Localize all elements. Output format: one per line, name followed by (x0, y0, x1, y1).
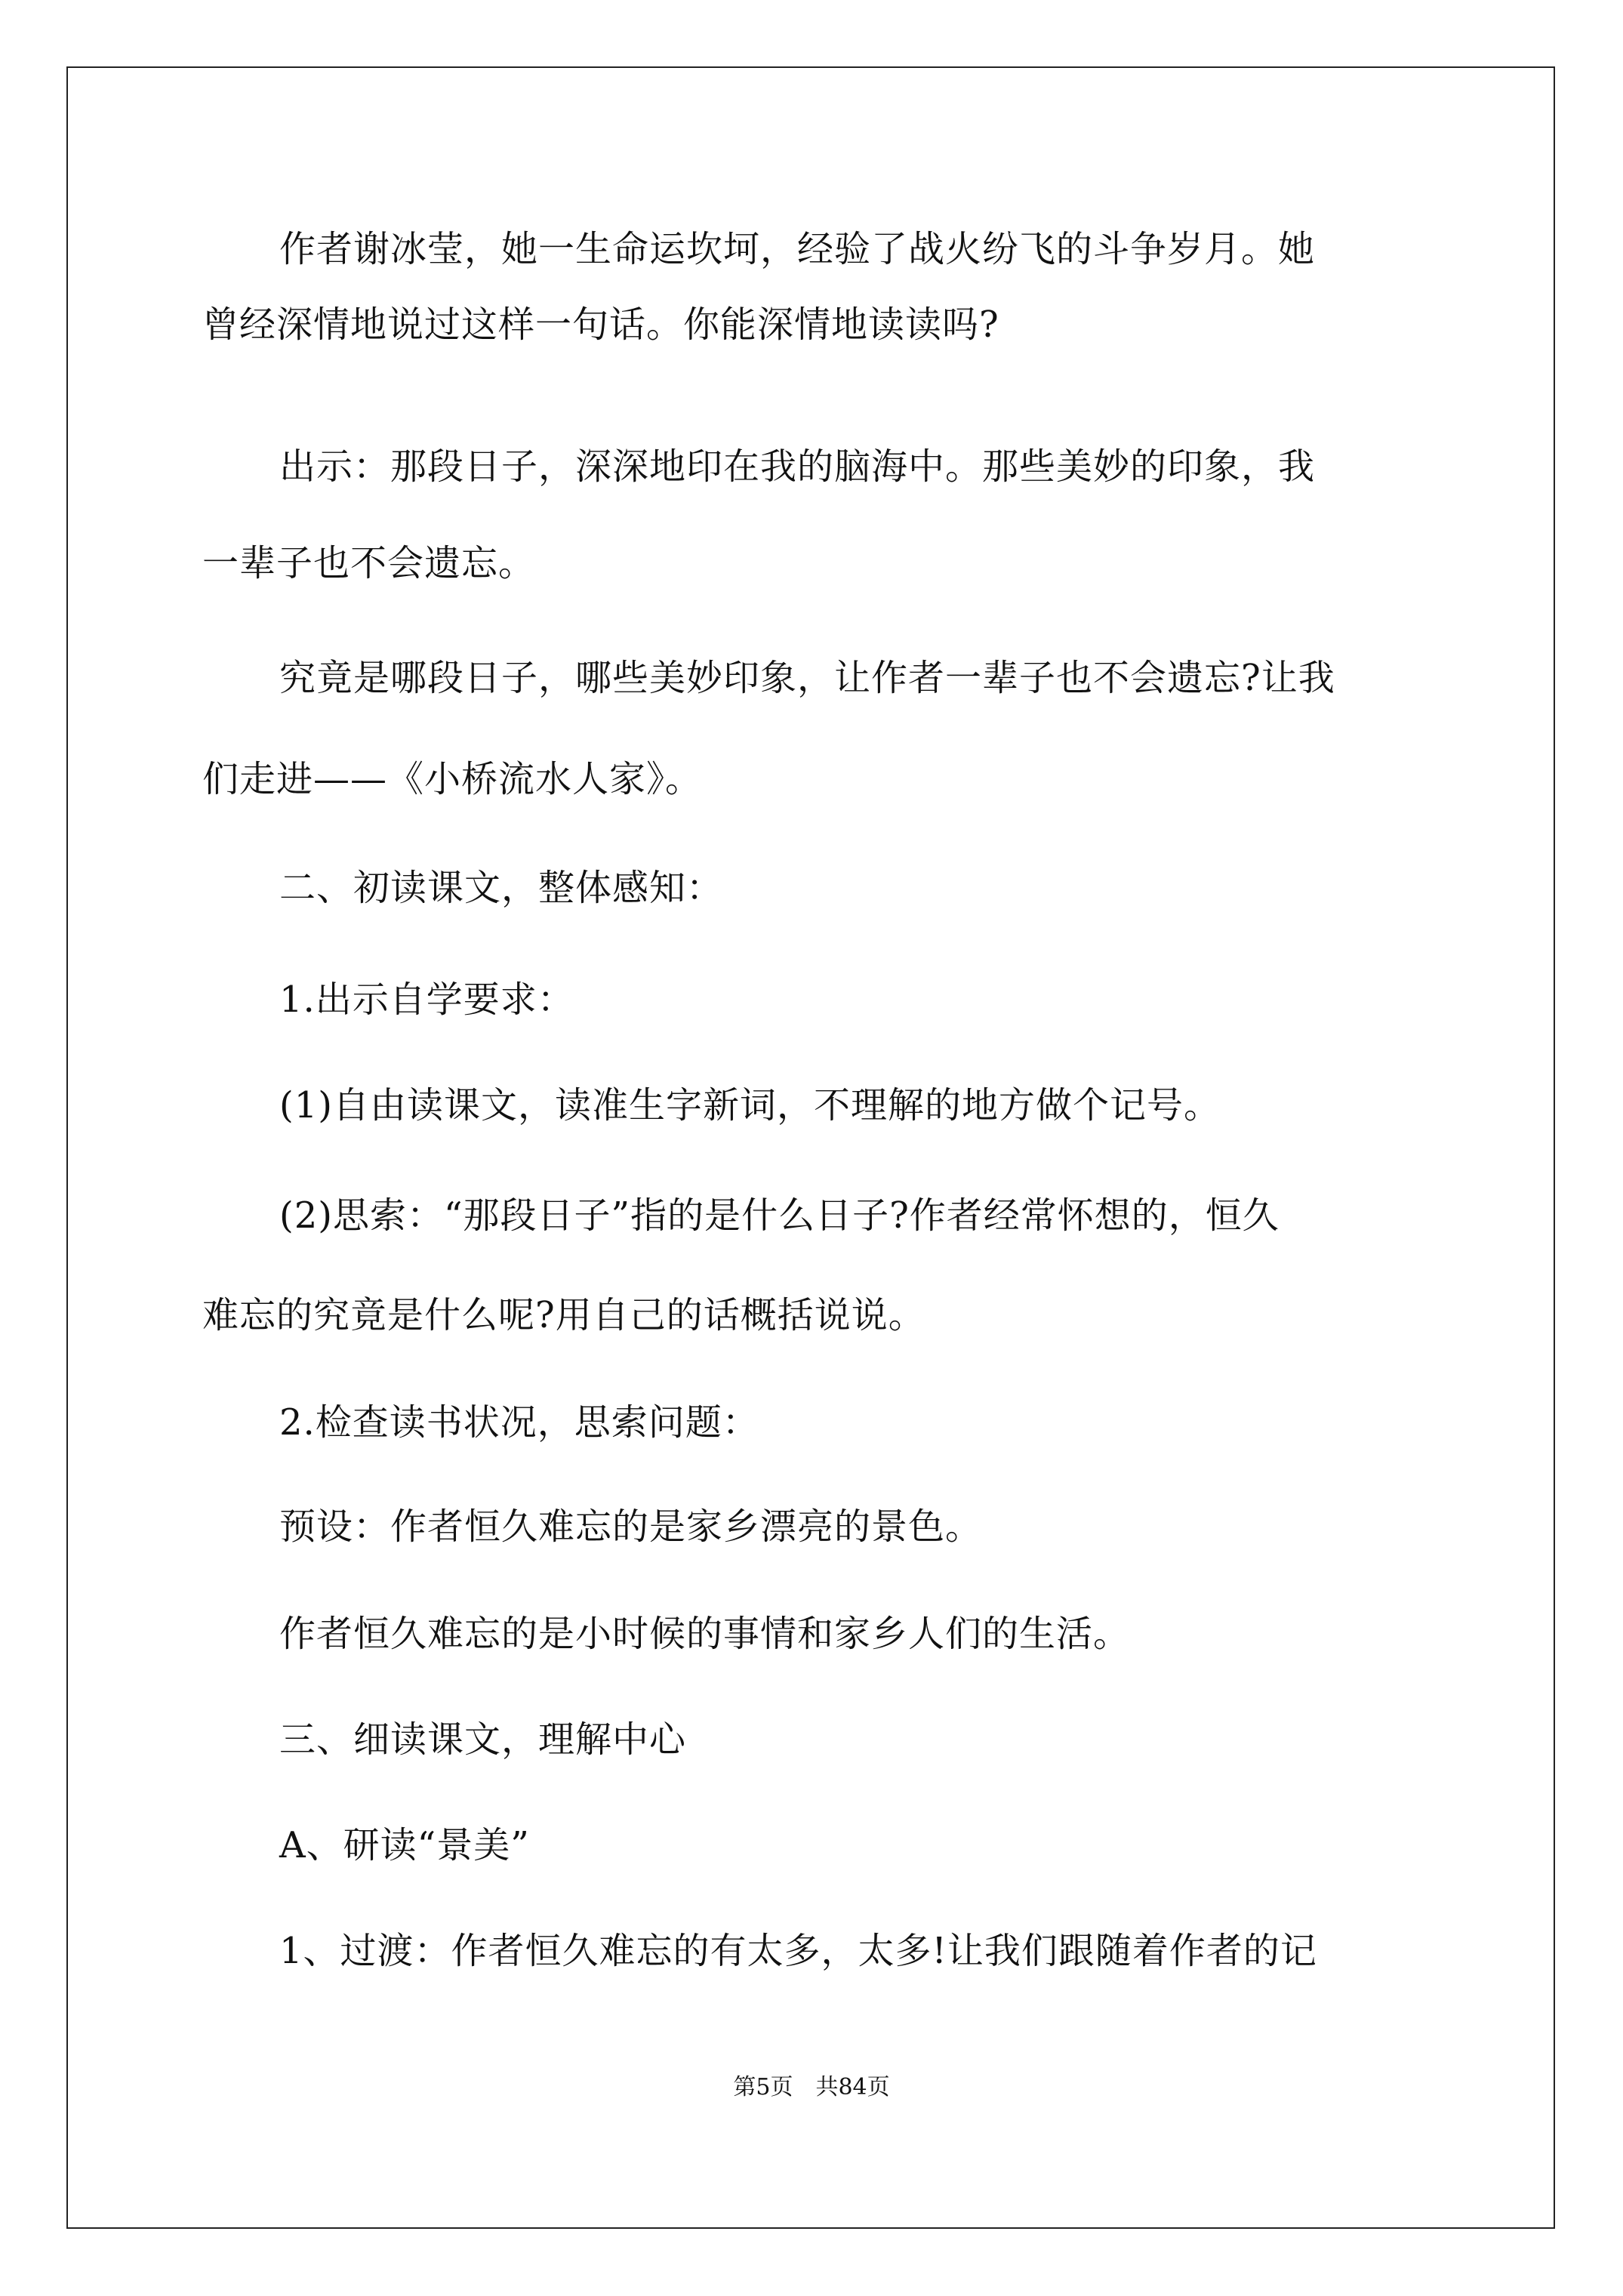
paragraph-line: 2.检查读书状况，思索问题： (279, 1401, 759, 1444)
page-number: 第5页 (733, 2074, 793, 2100)
paragraph-line: (1)自由读课文，读准生字新词，不理解的地方做个记号。 (279, 1084, 1221, 1126)
page-total: 共84页 (815, 2074, 890, 2100)
paragraph-line: 作者谢冰莹，她一生命运坎坷，经验了战火纷飞的斗争岁月。她 (279, 228, 1316, 270)
paragraph-line: 们走进——《小桥流水人家》。 (202, 758, 703, 800)
paragraph-line: 难忘的究竟是什么呢?用自己的话概括说说。 (202, 1294, 925, 1336)
subsection-heading: A、研读“景美” (279, 1824, 530, 1866)
paragraph-line: 究竟是哪段日子，哪些美妙印象，让作者一辈子也不会遗忘?让我 (279, 657, 1335, 699)
paragraph-line: 1、过渡：作者恒久难忘的有太多，太多!让我们跟随着作者的记 (279, 1930, 1317, 1972)
paragraph-line: 预设：作者恒久难忘的是家乡漂亮的景色。 (279, 1505, 983, 1548)
paragraph-line: 1.出示自学要求： (279, 978, 574, 1021)
paragraph-line: (2)思索：“那段日子”指的是什么日子?作者经常怀想的，恒久 (279, 1194, 1280, 1237)
page-border (66, 66, 1555, 2229)
paragraph-line: 一辈子也不会遗忘。 (202, 542, 536, 584)
section-heading: 三、细读课文，理解中心 (279, 1718, 687, 1761)
paragraph-line: 曾经深情地说过这样一句话。你能深情地读读吗? (202, 304, 999, 346)
paragraph-line: 作者恒久难忘的是小时候的事情和家乡人们的生活。 (279, 1613, 1131, 1655)
section-heading: 二、初读课文，整体感知： (279, 867, 724, 909)
page-footer (0, 2073, 1623, 2103)
paragraph-line: 出示：那段日子，深深地印在我的脑海中。那些美妙的印象，我 (279, 445, 1316, 488)
